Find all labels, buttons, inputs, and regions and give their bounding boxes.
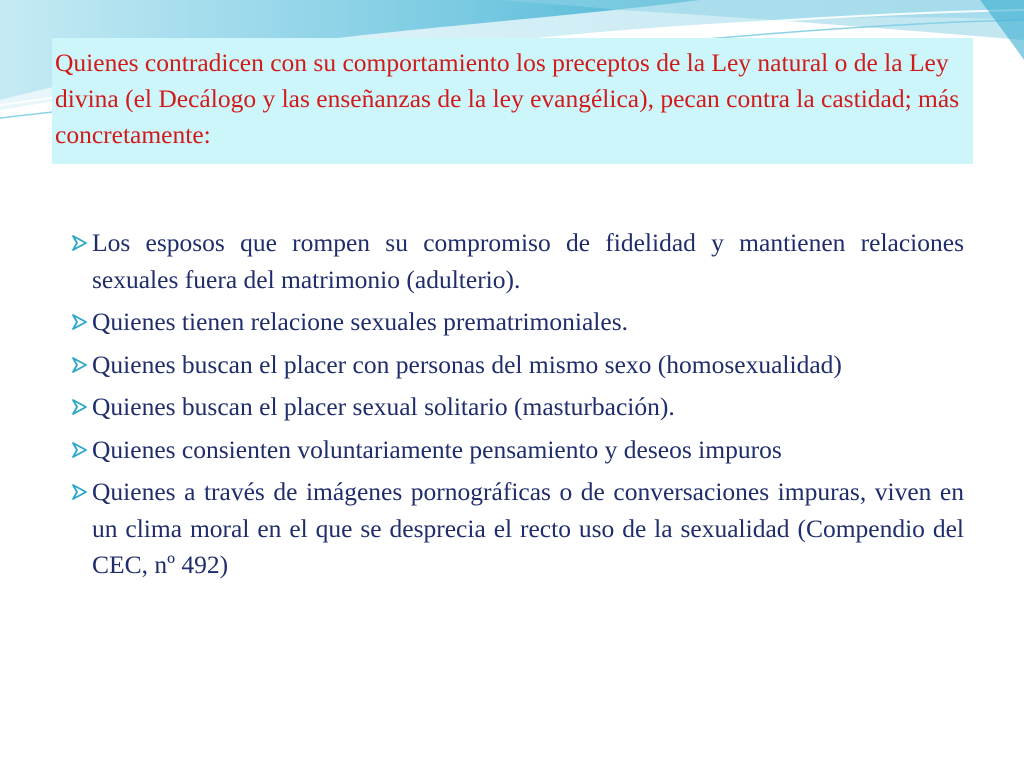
arrowhead-bullet-icon [70,234,88,252]
list-item [70,347,964,384]
list-item-text: Quienes buscan el placer con personas del mismo sexo (homosexualidad) [92,349,842,379]
list-item [70,474,964,584]
title-box [52,38,973,164]
arrowhead-bullet-icon [70,313,88,331]
bullet-list [70,225,964,590]
list-item [70,432,964,469]
arrowhead-bullet-icon [70,441,88,459]
list-item-text: Quienes a través de imágenes pornográficas o de conversaciones impuras, viven en un clima moral en el que se desprecia el recto uso de la sexualidad (Compendio del CEC, nº 492) [92,477,964,579]
list-item [70,389,964,426]
list-item-text: Quienes consienten voluntariamente pensamiento y deseos impuros [92,434,782,464]
arrowhead-bullet-icon [70,483,88,501]
list-item [70,304,964,341]
slide-title: Quienes contradicen con su comportamiento los preceptos de la Ley natural o de la Ley divina (el Decálogo y las enseñanzas de la ley evangélica), pecan contra la castidad; más concretamente: [55,48,960,149]
list-item-text: Quienes tienen relacione sexuales prematrimoniales. [92,307,628,336]
list-item-text: Los esposos que rompen su compromiso de fidelidad y mantienen relaciones sexuales fuera del matrimonio (adulterio). [92,228,964,294]
list-item-text: Quienes buscan el placer sexual solitario (masturbación). [92,392,675,421]
arrowhead-bullet-icon [70,398,88,416]
list-item [70,225,964,298]
arrowhead-bullet-icon [70,356,88,374]
